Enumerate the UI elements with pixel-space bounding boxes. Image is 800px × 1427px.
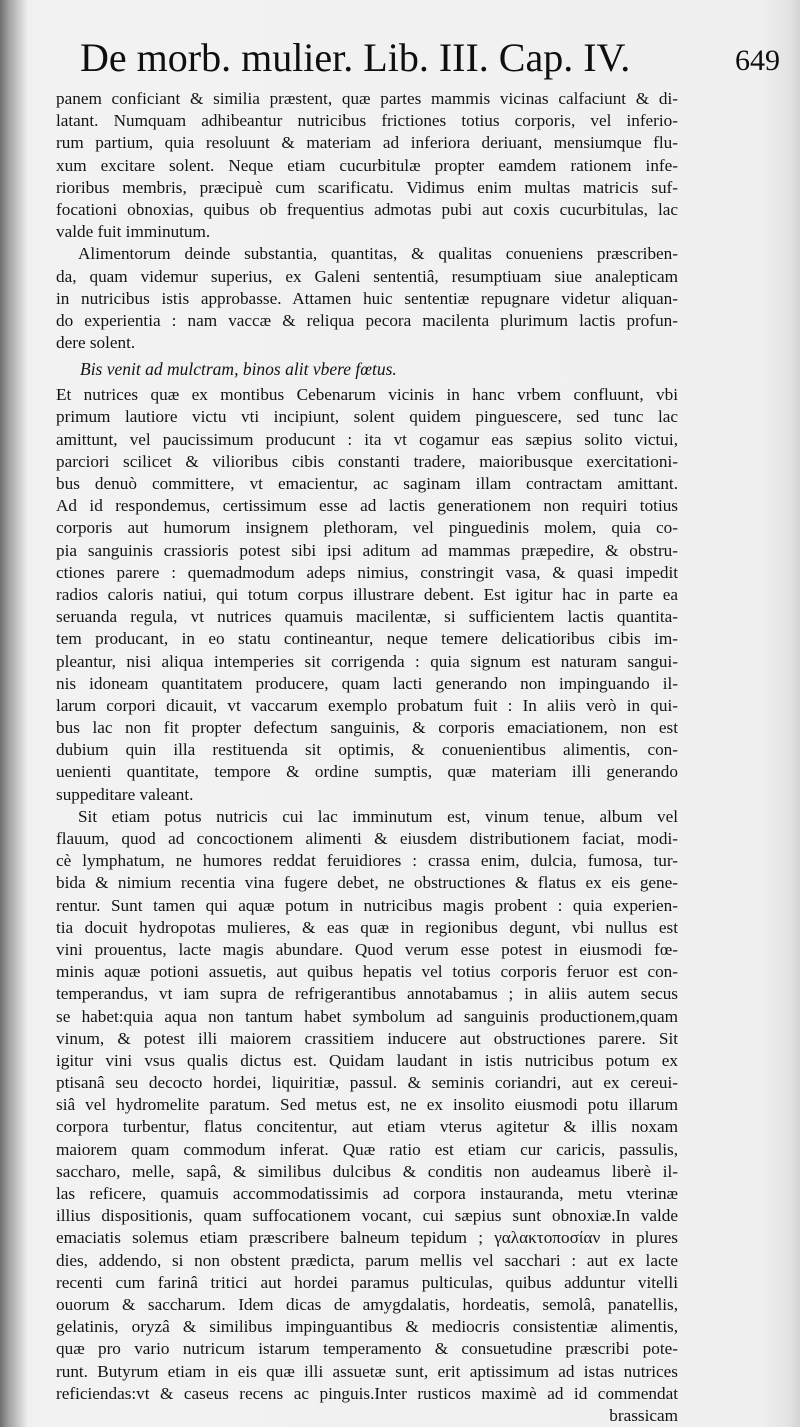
text-line: uenienti quantitate, tempore & ordine sumptis, quæ materiam illi generando (56, 762, 678, 782)
text-line: parciori scilicet & vilioribus cibis constanti tradere, maioribusque exercitationi- (56, 451, 678, 471)
page-gutter-shadow (0, 0, 28, 1427)
text-line: temperandus, vt iam supra de refrigerantibus annotabamus ; in aliis autem secus (56, 984, 678, 1004)
text-line: in nutricibus istis approbasse. Attamen huic sententiæ repugnare videtur aliquan- (56, 288, 678, 308)
text-line: reficiendas:vt & caseus recens ac pinguis.Inter rusticos maximè ad id commendat (56, 1383, 678, 1403)
text-line: vini prouentus, lacte magis abundare. Quod verum esse potest in eiusmodi fœ- (56, 939, 678, 959)
text-line: illius dispositionis, quam suffocationem vocant, cui sæpius sunt obnoxiæ.In valde (56, 1206, 678, 1226)
text-line: latant. Numquam adhibeantur nutricibus frictiones totius corporis, vel inferio- (56, 111, 678, 131)
text-line: Alimentorum deinde substantia, quantitas, & qualitas conueniens præscriben- (78, 244, 678, 264)
text-line: emaciatis solemus etiam præscribere balneum tepidum ; γαλακτοποσίαν in plures (56, 1228, 678, 1248)
text-line: corporis aut humorum insignem plethoram, vel pinguedinis molem, quia co- (56, 518, 678, 538)
text-line: Sit etiam potus nutricis cui lac imminutum est, vinum tenue, album vel (78, 806, 678, 826)
text-line: bus denuò committere, vt emacientur, ac saginam illam contractam amittant. (56, 474, 678, 493)
text-line: flauum, quod ad concoctionem alimenti & eiusdem distributionem faciat, modi- (56, 829, 678, 848)
page-number: 649 (735, 44, 780, 77)
text-line: saccharo, melle, sapâ, & similibus dulcibus & conditis non audeamus liberè il- (56, 1161, 678, 1181)
text-line: pleantur, nisi aliqua intemperies sit corrigenda : quia signum est naturam sangui- (56, 651, 678, 671)
text-line: bida & nimium recentia vina fugere debet, ne obstructiones & flatus ex eis gene- (56, 873, 678, 893)
text-line: ptisanâ seu decocto hordei, liquiritiæ, passul. & seminis coriandri, aut ex cereui- (56, 1073, 678, 1093)
catchword: brassicam (609, 1405, 678, 1425)
text-line: quæ pro vario nutricum istarum temperamento & consuetudine præscribi pote- (56, 1339, 678, 1359)
text-line: nis idoneam quantitatem producere, quam lacti generando non impinguando il- (56, 673, 678, 693)
text-line: Ad id respondemus, certissimum esse ad lactis generationem non requiri totius (56, 496, 678, 516)
text-line: dere solent. (56, 333, 136, 353)
text-line: ouorum & saccharum. Idem dicas de amygdalatis, hordeatis, semolâ, panatellis, (56, 1294, 678, 1314)
body-text (56, 88, 678, 1427)
text-line: primum lautiore victu vti incipiunt, solent quidem pinguescere, sed tunc lac (56, 407, 678, 427)
text-line: panem conficiant & similia præstent, quæ partes mammis vicinas calfaciunt & di- (56, 89, 678, 108)
text-line: ctiones parere : quemadmodum adeps nimius, constringit vasa, & quasi impedit (56, 562, 678, 582)
text-line: radios caloris natiui, qui totum corpus illustrare debent. Est igitur hac in parte ea (56, 584, 678, 604)
text-line: seruanda regula, vt nutrices quamuis macilentæ, si sufficientem lactis quantita- (56, 607, 678, 627)
text-line: se habet:quia aqua non tantum habet symbolum ad sanguinis productionem,quam (56, 1006, 678, 1026)
text-line: rentur. Sunt tamen qui aquæ potum in nutricibus magis probent : quia experien- (56, 895, 678, 915)
text-line: runt. Butyrum etiam in eis quæ illi assuetæ sunt, erit aptissimum ad istas nutrices (56, 1361, 678, 1381)
text-line: focationi obnoxias, quibus ob frequentius admotas pubi aut coxis cucurbitulas, lac (56, 199, 678, 219)
text-line: pia sanguinis crassioris potest sibi ipsi aditum ad mammas præpedire, & obstru- (56, 540, 678, 560)
text-line: gelatinis, oryzâ & similibus impinguantibus & mediocris consistentiæ alimentis, (56, 1317, 678, 1337)
text-line: cè lymphatum, ne humores reddat feruidiores : crassa enim, dulcia, fumosa, tur- (56, 851, 678, 871)
text-line: recenti cum farinâ tritici aut hordei paramus pulticulas, quibus adduntur vitelli (56, 1272, 678, 1292)
text-line: xum excitare solent. Neque etiam cucurbitulæ propter eamdem rationem infe- (56, 155, 678, 175)
text-line: dies, addendo, si non obstent prædicta, parum mellis vel sacchari : aut ex lacte (56, 1250, 678, 1270)
page-header (60, 30, 780, 90)
text-line: maiorem quam commodum inferat. Quæ ratio est etiam cur caricis, passulis, (56, 1139, 678, 1159)
text-line: Et nutrices quæ ex montibus Cebenarum vicinis in hanc vrbem confluunt, vbi (56, 385, 678, 405)
text-line: suppeditare valeant. (56, 784, 194, 804)
text-line: da, quam videmur superius, ex Galeni sententiâ, resumptiuam siue analepticam (56, 266, 678, 286)
text-line: tem producant, in eo statu contineantur, neque temere delicatioribus cibis im- (56, 629, 678, 649)
text-line: vinum, & potest illi maiorem crassitiem inducere aut obstructiones parere. Sit (56, 1028, 678, 1048)
text-line: siâ vel hydromelite paratum. Sed metus est, ne ex insolito eiusmodi potu illarum (56, 1095, 678, 1115)
text-line: tia docuit hydropotas mulieres, & eas quæ in regionibus degunt, vbi nullus est (56, 917, 678, 937)
text-line: minis aquæ potioni assuetis, aut quibus hepatis vel totius corporis feruor est con- (56, 962, 678, 982)
text-line: amittunt, vel paucissimum producunt : ita vt cogamur eas sæpius solito victui, (56, 429, 678, 449)
text-line: do experientia : nam vaccæ & reliqua pecora macilenta plurimum lactis profun- (56, 310, 678, 330)
text-line: larum corpori dicauit, vt vaccarum exemplo probatum fuit : In aliis verò in qui- (56, 695, 678, 715)
text-line: las reficere, quamuis accommodatissimis ad corpora instauranda, metu vterinæ (56, 1184, 678, 1203)
text-line: corpora turbentur, flatus concitentur, aut etiam vterus agitetur & illis noxam (56, 1117, 678, 1137)
text-line: valde fuit imminutum. (56, 222, 211, 242)
text-line: igitur vini vsus qualis dictus est. Quidam laudant in istis nutricibus potum ex (56, 1050, 678, 1070)
text-line: rum partium, quia resoluunt & materiam ad inferiora deriuant, mensiumque flu- (56, 133, 678, 153)
running-title: De morb. mulier. Lib. III. Cap. IV. (80, 35, 631, 80)
text-line: dubium quin illa restituenda sit optimis, & conuenientibus alimentis, con- (56, 740, 678, 760)
text-line: rioribus membris, præcipuè cum scarificatu. Vidimus enim multas matricis suf- (56, 177, 678, 197)
verse-quotation: Bis venit ad mulctram, binos alit vbere fœtus. (80, 359, 397, 380)
text-line: bus lac non fit propter defectum sanguinis, & corporis emaciationem, non est (56, 718, 678, 738)
